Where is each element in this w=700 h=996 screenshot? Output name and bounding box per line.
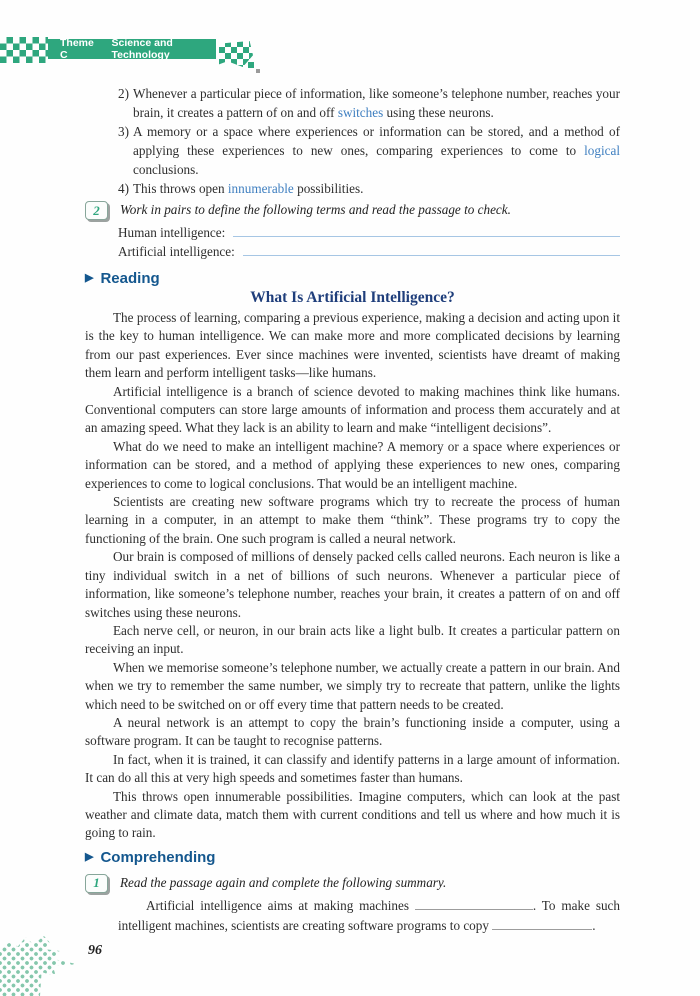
passage-paragraph: What do we need to make an intelligent machine? A memory or a space where experiences or information can be stored, and a method of applying these experiences to new ones, comparing experiences to come to logical conclusions. That would be an intelligent machine. xyxy=(85,438,620,491)
keyword-blue: logical xyxy=(584,143,620,158)
theme-banner xyxy=(48,39,216,59)
field-label: Artificial intelligence: xyxy=(118,244,235,259)
section-label: Comprehending xyxy=(100,849,216,867)
text-run: possibilities. xyxy=(293,181,364,196)
definition-field xyxy=(118,242,620,261)
list-item xyxy=(85,179,620,198)
checker-pattern-left xyxy=(0,37,48,63)
pixel-square-icon xyxy=(248,62,254,68)
section-heading-comprehending xyxy=(85,849,620,867)
list-text xyxy=(133,122,620,179)
page-content xyxy=(85,84,620,937)
triangle-arrow-icon: ▶ xyxy=(85,271,94,284)
keyword-blue: innumerable xyxy=(227,181,294,196)
field-label: Human intelligence: xyxy=(118,225,226,240)
exercise-1-header xyxy=(85,873,620,893)
exercise-number-badge: 1 xyxy=(85,874,108,893)
answer-line xyxy=(243,242,620,256)
fill-in-blank xyxy=(415,897,533,910)
page-number: 96 xyxy=(88,943,102,958)
passage-paragraph: When we memorise someone’s telephone number, we actually create a pattern in our brain. And when we try to remember the same number, we simply try to recreate that pattern, unlike the lights which need to be switched on or off every time that pattern needs to be created. xyxy=(85,659,620,712)
passage-paragraph: Artificial intelligence is a branch of science devoted to making machines think like humans. Conventional computers can store large amounts of information and process them accurately and at an amazing speed. What they lack is an ability to learn and make “intelligent decisions”. xyxy=(85,383,620,436)
exercise-instruction: Work in pairs to define the following terms and read the passage to check. xyxy=(120,202,511,217)
passage-paragraph: Each nerve cell, or neuron, in our brain acts like a light bulb. It creates a particular pattern on receiving an input. xyxy=(85,622,620,657)
list-number: 3) xyxy=(118,124,129,139)
exercise-2-header xyxy=(85,200,620,220)
text-run: Artificial intelligence aims at making machines xyxy=(146,897,415,913)
list-text xyxy=(133,84,620,122)
text-run: using these neurons. xyxy=(383,105,494,120)
topic-label: Science and Technology xyxy=(111,37,173,61)
exercise-number-badge: 2 xyxy=(85,201,108,220)
text-run: A memory or a space where experiences or information can be stored, and a method of applying these experiences to new ones, comparing experiences to come to xyxy=(133,124,620,158)
passage-paragraph: This throws open innumerable possibilities. Imagine computers, which can look at the past weather and climate data, match them with current conditions and tell us where and how much it is going to rain. xyxy=(85,788,620,841)
exercise-1 xyxy=(85,873,620,937)
text-run: This throws open xyxy=(133,181,228,196)
passage-body xyxy=(85,309,620,843)
passage-paragraph: In fact, when it is trained, it can classify and identify patterns in a large amount of information. It can do all this at very high speeds and sometimes faster than humans. xyxy=(85,751,620,786)
passage-title: What Is Artificial Intelligence? xyxy=(250,289,455,306)
text-run: . To make such intelligent machines, scientists are creating software programs to copy xyxy=(118,897,620,934)
list-item xyxy=(85,122,620,179)
list-text xyxy=(133,179,620,198)
list-item xyxy=(85,84,620,122)
list-number: 2) xyxy=(118,86,129,101)
answer-line xyxy=(233,223,620,237)
passage-paragraph: A neural network is an attempt to copy the brain’s functioning inside a computer, using a software program. It can be taught to recognise patterns. xyxy=(85,714,620,749)
exercise-2 xyxy=(85,200,620,261)
fill-in-blank xyxy=(492,917,592,930)
theme-label: Theme C xyxy=(60,37,94,61)
passage-paragraph: Scientists are creating new software programs which try to recreate the process of human learning in a computer, in an attempt to make them “think”. These programs try to copy the functioning of the brain. One such program is called a neural network. xyxy=(85,494,620,546)
corner-pixel-pattern xyxy=(0,936,80,996)
passage-paragraph: The process of learning, comparing a previous experience, making a decision and acting upon it is the key to human intelligence. We can make more and more complicated decisions by learning from our past experiences. Ever since machines were invented, scientists have dreamt of making them learn and perform intelligent tasks—like humans. xyxy=(85,310,620,381)
triangle-arrow-icon: ▶ xyxy=(85,851,94,864)
section-heading-reading xyxy=(85,269,620,287)
intro-list xyxy=(85,84,620,198)
definition-field xyxy=(118,223,620,242)
exercise2-fields xyxy=(118,223,620,261)
exercise-instruction: Read the passage again and complete the following summary. xyxy=(120,874,447,890)
list-number: 4) xyxy=(118,181,129,196)
keyword-blue: switches xyxy=(337,105,384,120)
section-label: Reading xyxy=(100,269,160,287)
passage-paragraph: Our brain is composed of millions of densely packed cells called neurons. Each neuron is like a tiny individual switch in a net of billions of such neurons. Whenever a particular piece of information, like someone’s telephone number, reaches your brain, it creates a pattern of on and off switches using these neurons. xyxy=(85,549,620,620)
summary-text xyxy=(118,896,620,937)
text-run: Whenever a particular piece of information, like someone’s telephone number, reaches your brain, it creates a pattern of on and off xyxy=(133,86,620,120)
text-run: conclusions. xyxy=(133,162,199,177)
text-run: . xyxy=(592,918,596,934)
pixel-dot-icon xyxy=(256,69,260,73)
